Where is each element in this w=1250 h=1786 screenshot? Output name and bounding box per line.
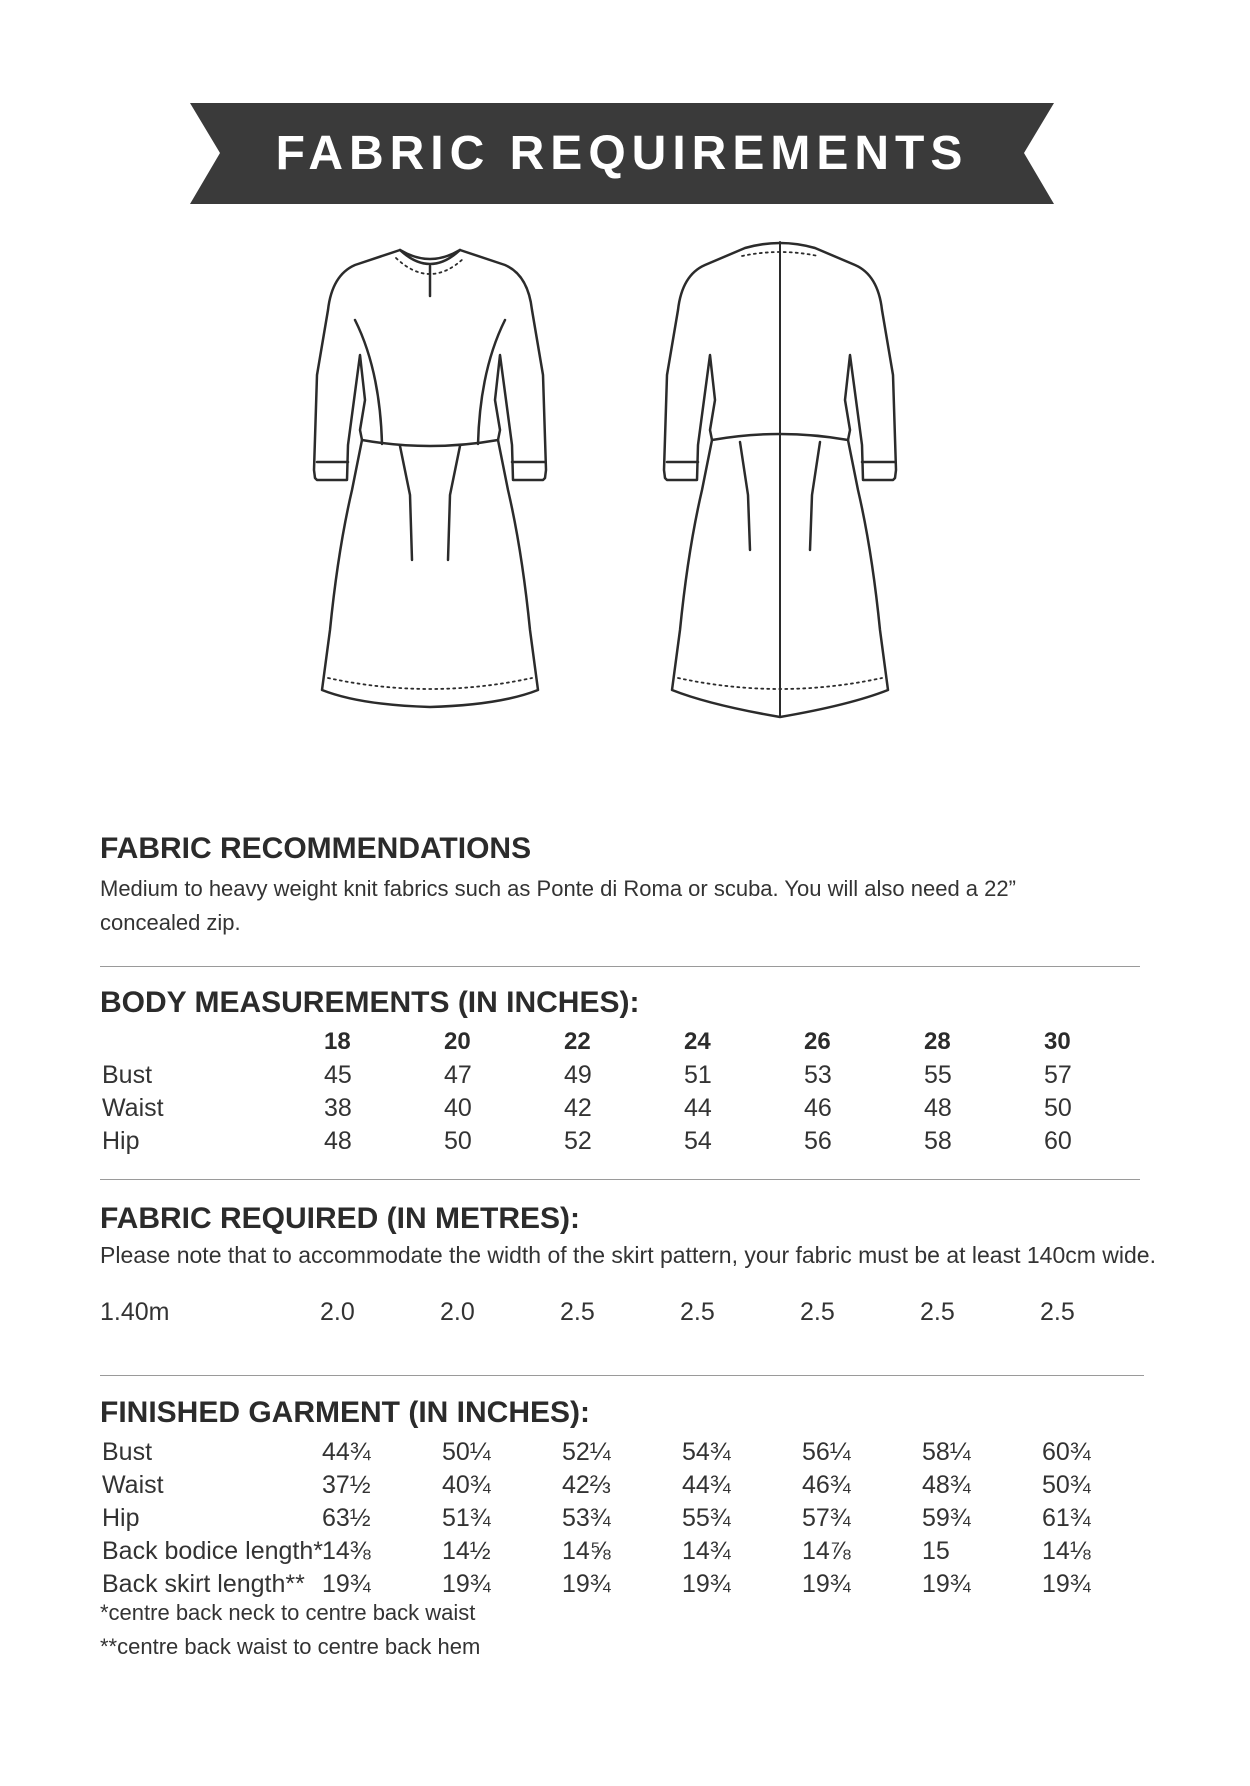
table-cell: 53¾	[562, 1504, 611, 1532]
table-cell: 42	[564, 1094, 592, 1122]
table-cell: 2.5	[680, 1298, 715, 1326]
table-cell: 42⅔	[562, 1471, 611, 1499]
fabric-recommendations-heading: FABRIC RECOMMENDATIONS	[100, 832, 532, 865]
table-cell: 50¼	[442, 1438, 491, 1466]
table-cell: 2.5	[800, 1298, 835, 1326]
table-cell: 51	[684, 1061, 712, 1089]
table-cell: 38	[324, 1094, 352, 1122]
table-cell: 19¾	[682, 1570, 731, 1598]
table-cell: 14⅞	[802, 1537, 851, 1565]
table-cell: 48	[924, 1094, 952, 1122]
size-label: 20	[444, 1028, 471, 1055]
table-cell: 19¾	[322, 1570, 371, 1598]
table-cell: 19¾	[802, 1570, 851, 1598]
section-divider	[100, 1375, 1144, 1376]
table-cell: 47	[444, 1061, 472, 1089]
table-cell: 48¾	[922, 1471, 971, 1499]
table-cell: 60	[1044, 1127, 1072, 1155]
section-divider	[100, 966, 1140, 967]
table-cell: 58¼	[922, 1438, 971, 1466]
table-cell: 57¾	[802, 1504, 851, 1532]
row-label: 1.40m	[100, 1298, 170, 1326]
row-label: Back bodice length*	[102, 1537, 323, 1565]
table-cell: 59¾	[922, 1504, 971, 1532]
table-cell: 2.0	[440, 1298, 475, 1326]
table-cell: 19¾	[1042, 1570, 1091, 1598]
finished-garment-heading: FINISHED GARMENT (IN INCHES):	[100, 1396, 590, 1429]
table-cell: 52	[564, 1127, 592, 1155]
row-label: Bust	[102, 1438, 153, 1466]
dress-illustrations	[0, 230, 1250, 730]
row-label: Bust	[102, 1061, 153, 1089]
footnote: *centre back neck to centre back waist	[100, 1600, 476, 1625]
table-cell: 14⅜	[322, 1537, 371, 1565]
row-label: Back skirt length**	[102, 1570, 305, 1598]
table-cell: 61¾	[1042, 1504, 1091, 1532]
row-label: Waist	[102, 1094, 164, 1122]
table-cell: 40	[444, 1094, 472, 1122]
table-cell: 19¾	[562, 1570, 611, 1598]
table-cell: 46¾	[802, 1471, 851, 1499]
table-cell: 57	[1044, 1061, 1072, 1089]
table-cell: 14¾	[682, 1537, 731, 1565]
table-cell: 37½	[322, 1471, 371, 1499]
table-cell: 46	[804, 1094, 832, 1122]
table-cell: 14½	[442, 1537, 491, 1565]
table-cell: 52¼	[562, 1438, 611, 1466]
table-cell: 50	[1044, 1094, 1072, 1122]
fabric-width-note: Please note that to accommodate the width of the skirt pattern, your fabric must be at least 140cm wide.	[100, 1242, 1156, 1268]
table-cell: 44¾	[322, 1438, 371, 1466]
dress-back-view-icon	[650, 230, 910, 720]
table-cell: 50	[444, 1127, 472, 1155]
table-cell: 19¾	[922, 1570, 971, 1598]
table-cell: 55	[924, 1061, 952, 1089]
table-cell: 40¾	[442, 1471, 491, 1499]
table-cell: 44¾	[682, 1471, 731, 1499]
table-cell: 63½	[322, 1504, 371, 1532]
dress-front-view-icon	[300, 230, 560, 720]
size-label: 18	[324, 1028, 351, 1055]
table-cell: 53	[804, 1061, 832, 1089]
table-cell: 56¼	[802, 1438, 851, 1466]
size-label: 28	[924, 1028, 951, 1055]
table-cell: 48	[324, 1127, 352, 1155]
table-cell: 2.5	[1040, 1298, 1075, 1326]
size-label: 26	[804, 1028, 831, 1055]
table-cell: 49	[564, 1061, 592, 1089]
row-label: Waist	[102, 1471, 164, 1499]
fabric-recommendations-text: Medium to heavy weight knit fabrics such as Ponte di Roma or scuba. You will also need a 22” concealed zip.	[100, 876, 1016, 935]
table-cell: 56	[804, 1127, 832, 1155]
title-banner	[190, 103, 1054, 204]
table-cell: 55¾	[682, 1504, 731, 1532]
table-cell: 54¾	[682, 1438, 731, 1466]
table-cell: 2.5	[560, 1298, 595, 1326]
size-label: 24	[684, 1028, 711, 1055]
table-cell: 54	[684, 1127, 712, 1155]
fabric-required-heading: FABRIC REQUIRED (IN METRES):	[100, 1202, 580, 1235]
section-divider	[100, 1179, 1140, 1180]
table-cell: 15	[922, 1537, 950, 1565]
size-label: 22	[564, 1028, 591, 1055]
table-cell: 58	[924, 1127, 952, 1155]
table-cell: 14⅝	[562, 1537, 611, 1565]
table-cell: 44	[684, 1094, 712, 1122]
body-measurements-heading: BODY MEASUREMENTS (IN INCHES):	[100, 986, 640, 1019]
row-label: Hip	[102, 1127, 140, 1155]
table-cell: 45	[324, 1061, 352, 1089]
table-cell: 60¾	[1042, 1438, 1091, 1466]
row-label: Hip	[102, 1504, 140, 1532]
table-cell: 2.0	[320, 1298, 355, 1326]
footnote: **centre back waist to centre back hem	[100, 1634, 481, 1659]
size-label: 30	[1044, 1028, 1071, 1055]
table-cell: 50¾	[1042, 1471, 1091, 1499]
page-title: FABRIC REQUIREMENTS	[275, 127, 969, 180]
table-cell: 14⅛	[1042, 1537, 1091, 1565]
table-cell: 19¾	[442, 1570, 491, 1598]
table-cell: 51¾	[442, 1504, 491, 1532]
table-cell: 2.5	[920, 1298, 955, 1326]
